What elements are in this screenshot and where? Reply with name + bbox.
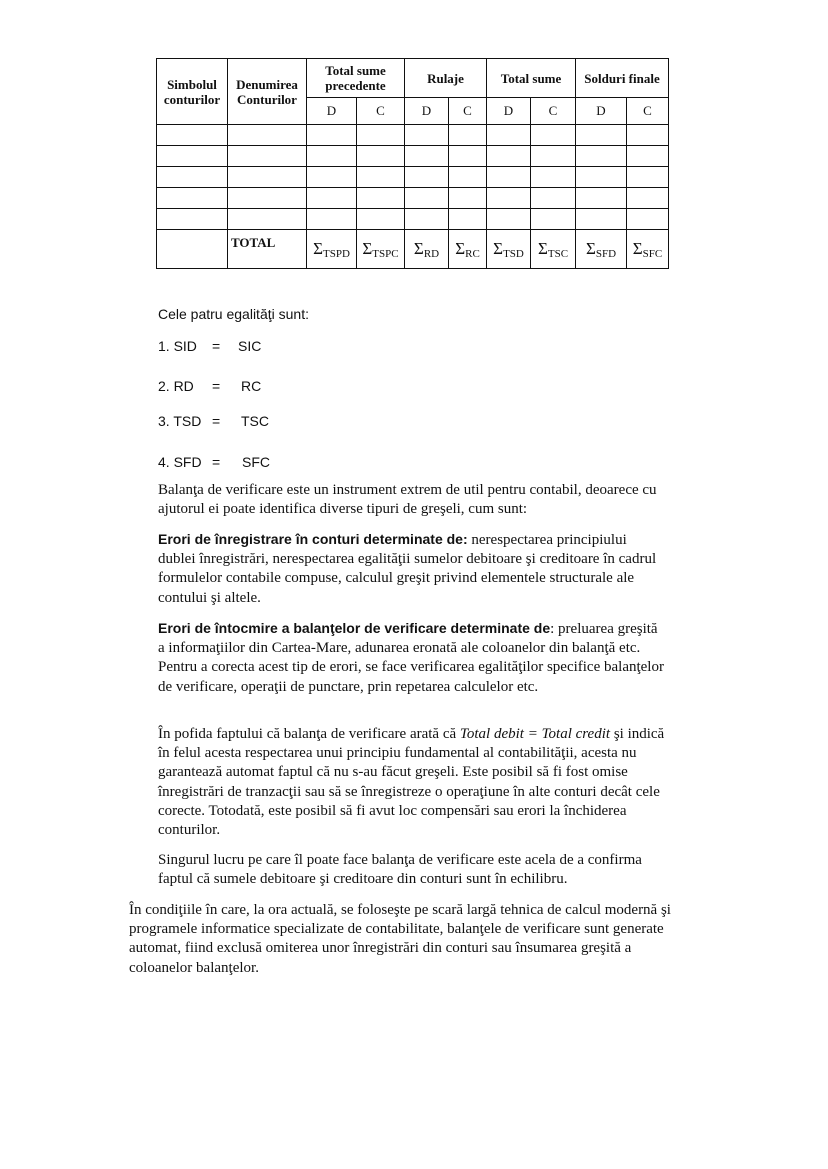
paragraph-errors-balance: Erori de întocmire a balanţelor de verificare determinate de: preluarea greşită a informaţiilor din Cartea-Mare, adunarea eronată ale coloanelor din balanţă etc. Pentru a corecta acest tip de erori, se face verificarea egalităţilor specifice balanţelor de verificare, operaţii de punctare, prin repetarea calculelor etc. xyxy=(158,620,664,695)
total-cell: $\Sigma_{TSPD}$ xyxy=(307,230,357,269)
table-row xyxy=(157,125,669,146)
header-rulaje: Rulaje xyxy=(405,59,487,98)
dc-cell: D xyxy=(576,98,627,125)
total-cell: $\Sigma_{RC}$ xyxy=(449,230,487,269)
total-cell: $\Sigma_{SFC}$ xyxy=(627,230,669,269)
table-row xyxy=(157,146,669,167)
paragraph-errors-recording: Erori de înregistrare în conturi determinate de: nerespectarea principiului dublei înregistrări, nerespectarea egalităţii sumelor debitoare şi creditoare în cadrul formulelor contabile compuse, calculul greşit privind elementele structurale ale contului şi altele. xyxy=(158,531,657,606)
dc-cell: C xyxy=(449,98,487,125)
total-cell: $\Sigma_{TSPC}$ xyxy=(357,230,405,269)
equality-item: 3. TSD = TSC xyxy=(158,413,269,429)
dc-cell: D xyxy=(405,98,449,125)
table-row xyxy=(157,167,669,188)
total-cell: $\Sigma_{SFD}$ xyxy=(576,230,627,269)
header-row xyxy=(157,59,669,98)
header-total-sume: Total sume xyxy=(487,59,576,98)
paragraph-intro: Balanţa de verificare este un instrument extrem de util pentru contabil, deoarece cu ajutorul ei poate identifica diverse tipuri de greşeli, cum sunt: xyxy=(158,482,657,518)
header-simbol: Simbolul conturilor xyxy=(157,59,228,125)
table-row xyxy=(157,209,669,230)
equality-item: 4. SFD = SFC xyxy=(158,454,270,470)
equality-item: 1. SID = SIC xyxy=(158,338,262,354)
paragraph-modern-computing: În condiţiile în care, la ora actuală, se foloseşte pe scară largă tehnica de calcul modernă şi programele informatice specializate de contabilitate, balanţele de verificare sunt generate automat, fiind exclusă omiterea unor înregistrări din conturi sau însumarea greşită a coloanelor balanţelor. xyxy=(129,902,671,976)
table-row xyxy=(157,188,669,209)
equalities-intro: Cele patru egalităţi sunt: xyxy=(158,306,309,322)
paragraph-balance-confirms: Singurul lucru pe care îl poate face balanţa de verificare este acela de a confirma faptul că sumele debitoare şi creditoare din conturi sunt în echilibru. xyxy=(158,852,642,888)
equality-item: 2. RD = RC xyxy=(158,378,262,394)
dc-cell: C xyxy=(627,98,669,125)
dc-cell: C xyxy=(531,98,576,125)
dc-cell: D xyxy=(307,98,357,125)
header-total-precedente: Total sume precedente xyxy=(307,59,405,98)
total-cell: $\Sigma_{TSC}$ xyxy=(531,230,576,269)
dc-cell: C xyxy=(357,98,405,125)
header-denumire: Denumirea Conturilor xyxy=(228,59,307,125)
total-row xyxy=(157,230,669,269)
balance-table xyxy=(156,58,669,269)
paragraph-total-debit-credit: În pofida faptului că balanţa de verificare arată că Total debit = Total credit şi indică în felul acesta respectarea unui principiu fundamental al contabilităţii, acesta nu garantează automat faptul că nu s-au făcut greşeli. Este posibil să fi fost omise înregistrări de tranzacţii sau să se înregistreze o operaţiune în alte conturi decât cele corecte. Totodată, este posibil să fi avut loc compensări sau erori la închiderea conturilor. xyxy=(158,726,665,839)
header-solduri-finale: Solduri finale xyxy=(576,59,669,98)
dc-cell: D xyxy=(487,98,531,125)
total-cell: $\Sigma_{RD}$ xyxy=(405,230,449,269)
total-cell: $\Sigma_{TSD}$ xyxy=(487,230,531,269)
total-label: TOTAL xyxy=(228,230,307,269)
